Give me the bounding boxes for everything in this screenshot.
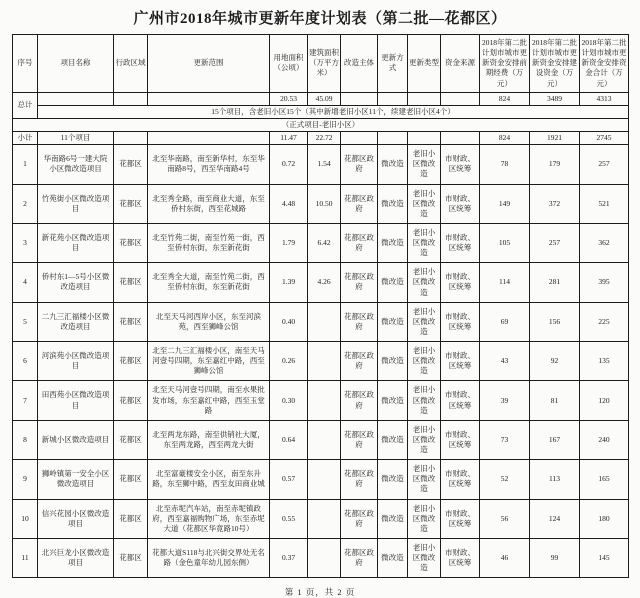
total-note-row	[13, 105, 629, 118]
cell-district: 花都区	[114, 538, 148, 577]
cell-total-fund: 240	[580, 420, 629, 459]
cell-scope: 北至秀全大道，南至竹苑二街，西至侨村东街，东至新花街	[148, 263, 270, 302]
subtotal-row	[13, 132, 629, 145]
cell-land-area: 0.72	[270, 145, 308, 184]
cell-total-fund: 225	[580, 302, 629, 341]
total-row	[13, 92, 629, 105]
cell-no: 2	[13, 184, 38, 223]
cell-build-fund: 124	[530, 499, 580, 538]
total-empty-method	[378, 92, 408, 105]
cell-scope: 北至富豪楼安全小区，南至东升路，东至狮中路，西至友田商业城	[148, 460, 270, 499]
total-empty-subject	[341, 92, 378, 105]
cell-method: 微改造	[378, 460, 408, 499]
subtotal-floor-area: 22.72	[308, 132, 341, 145]
cell-project-name: 竹苑街小区微改造项目	[38, 184, 114, 223]
cell-land-area: 0.26	[270, 342, 308, 381]
cell-scope: 北至秀全路，南至商业大道，东至侨村东街，西至花城路	[148, 184, 270, 223]
table-row	[13, 499, 629, 538]
cell-subject: 花都区政府	[341, 420, 378, 459]
cell-district: 花都区	[114, 420, 148, 459]
subtotal-pre-fee: 824	[480, 132, 530, 145]
cell-funding: 市财政、区统筹	[441, 342, 480, 381]
cell-funding: 市财政、区统筹	[441, 499, 480, 538]
cell-funding: 市财政、区统筹	[441, 263, 480, 302]
cell-pre-fee: 78	[480, 145, 530, 184]
cell-funding: 市财政、区统筹	[441, 420, 480, 459]
cell-build-fund: 92	[530, 342, 580, 381]
cell-subject: 花都区政府	[341, 302, 378, 341]
cell-scope: 花都大道S118与北兴街交界处无名路（金色童年幼儿园东侧）	[148, 538, 270, 577]
cell-total-fund: 257	[580, 145, 629, 184]
cell-land-area: 0.40	[270, 302, 308, 341]
cell-type: 老旧小区微改造	[408, 184, 441, 223]
cell-no: 8	[13, 420, 38, 459]
cell-method: 微改造	[378, 499, 408, 538]
cell-no: 3	[13, 223, 38, 262]
cell-method: 微改造	[378, 223, 408, 262]
cell-subject: 花都区政府	[341, 460, 378, 499]
cell-type: 老旧小区微改造	[408, 499, 441, 538]
header-row	[13, 35, 629, 93]
cell-method: 微改造	[378, 145, 408, 184]
cell-method: 微改造	[378, 342, 408, 381]
total-note: 15个项目，含老旧小区15个（其中新增老旧小区11个，续建老旧小区4个）	[38, 105, 629, 118]
cell-scope: 北至二九三汇福楼小区，南至天马河壹号四期，东至嘉红中路，西至狮峰公馆	[148, 342, 270, 381]
cell-funding: 市财政、区统筹	[441, 460, 480, 499]
cell-total-fund: 362	[580, 223, 629, 262]
cell-floor-area	[308, 302, 341, 341]
cell-pre-fee: 149	[480, 184, 530, 223]
cell-type: 老旧小区微改造	[408, 223, 441, 262]
col-header-district: 行政区域	[114, 35, 148, 93]
table-row	[13, 420, 629, 459]
cell-scope: 北至天马河壹号四期，南至水果批发市场，东至嘉红中路，西至玉堂路	[148, 381, 270, 420]
total-label: 总计	[13, 92, 38, 118]
cell-floor-area	[308, 420, 341, 459]
cell-scope: 北至竹苑二街，南至竹苑一街，西至侨村东街，东至新花街	[148, 223, 270, 262]
cell-subject: 花都区政府	[341, 538, 378, 577]
total-empty-scope	[148, 92, 270, 105]
cell-build-fund: 81	[530, 381, 580, 420]
cell-project-name: 田西苑小区微改造项目	[38, 381, 114, 420]
cell-pre-fee: 39	[480, 381, 530, 420]
cell-build-fund: 113	[530, 460, 580, 499]
cell-land-area: 0.55	[270, 499, 308, 538]
table-row	[13, 381, 629, 420]
total-empty-name	[38, 92, 114, 105]
cell-district: 花都区	[114, 223, 148, 262]
cell-type: 老旧小区微改造	[408, 460, 441, 499]
subtotal-build-fund: 1921	[530, 132, 580, 145]
cell-district: 花都区	[114, 302, 148, 341]
col-header-no: 序号	[13, 35, 38, 93]
cell-method: 微改造	[378, 420, 408, 459]
cell-land-area: 0.37	[270, 538, 308, 577]
cell-funding: 市财政、区统筹	[441, 223, 480, 262]
section-row	[13, 118, 629, 131]
subtotal-empty-district	[114, 132, 148, 145]
cell-build-fund: 167	[530, 420, 580, 459]
cell-type: 老旧小区微改造	[408, 145, 441, 184]
cell-funding: 市财政、区统筹	[441, 538, 480, 577]
cell-funding: 市财政、区统筹	[441, 302, 480, 341]
col-header-funding: 资金来源	[441, 35, 480, 93]
cell-type: 老旧小区微改造	[408, 420, 441, 459]
cell-district: 花都区	[114, 145, 148, 184]
cell-district: 花都区	[114, 381, 148, 420]
cell-subject: 花都区政府	[341, 223, 378, 262]
col-header-project-name: 项目名称	[38, 35, 114, 93]
cell-no: 7	[13, 381, 38, 420]
cell-land-area: 0.57	[270, 460, 308, 499]
table-row	[13, 145, 629, 184]
cell-method: 微改造	[378, 538, 408, 577]
cell-funding: 市财政、区统筹	[441, 381, 480, 420]
cell-pre-fee: 52	[480, 460, 530, 499]
cell-no: 10	[13, 499, 38, 538]
cell-pre-fee: 46	[480, 538, 530, 577]
cell-scope: 北至两龙东路，南至供销社大厦，东至两龙路，西至两龙大街	[148, 420, 270, 459]
cell-land-area: 4.48	[270, 184, 308, 223]
cell-build-fund: 179	[530, 145, 580, 184]
cell-scope: 北至赤坭汽车站，南至赤坭镇政府，西至嘉福购物广场，东至赤坭大道（花都区华竟路10号）	[148, 499, 270, 538]
col-header-method: 更新方式	[378, 35, 408, 93]
cell-no: 1	[13, 145, 38, 184]
col-header-subject: 改造主体	[341, 35, 378, 93]
cell-floor-area: 10.50	[308, 184, 341, 223]
cell-pre-fee: 114	[480, 263, 530, 302]
cell-pre-fee: 73	[480, 420, 530, 459]
cell-floor-area	[308, 499, 341, 538]
subtotal-total-fund: 2745	[580, 132, 629, 145]
cell-funding: 市财政、区统筹	[441, 184, 480, 223]
cell-total-fund: 165	[580, 460, 629, 499]
cell-subject: 花都区政府	[341, 381, 378, 420]
subtotal-land-area: 11.47	[270, 132, 308, 145]
col-header-pre-fee: 2018年第二批计划市城市更新资金安排前期经费（万元）	[480, 35, 530, 93]
col-header-type: 更新类型	[408, 35, 441, 93]
cell-land-area: 0.64	[270, 420, 308, 459]
cell-method: 微改造	[378, 381, 408, 420]
subtotal-project-count: 11个项目	[38, 132, 114, 145]
cell-floor-area	[308, 538, 341, 577]
total-empty-type	[408, 92, 441, 105]
cell-subject: 花都区政府	[341, 499, 378, 538]
table-row	[13, 538, 629, 577]
col-header-floor-area: 建筑面积（万平方米）	[308, 35, 341, 93]
col-header-land-area: 用地面积（公顷）	[270, 35, 308, 93]
total-floor-area: 45.09	[308, 92, 341, 105]
cell-method: 微改造	[378, 263, 408, 302]
cell-pre-fee: 56	[480, 499, 530, 538]
cell-method: 微改造	[378, 184, 408, 223]
cell-district: 花都区	[114, 342, 148, 381]
cell-pre-fee: 69	[480, 302, 530, 341]
subtotal-empty-scope	[148, 132, 270, 145]
cell-total-fund: 180	[580, 499, 629, 538]
table-row	[13, 342, 629, 381]
cell-subject: 花都区政府	[341, 145, 378, 184]
project-rows	[13, 145, 629, 578]
cell-floor-area: 4.26	[308, 263, 341, 302]
cell-type: 老旧小区微改造	[408, 381, 441, 420]
cell-floor-area: 1.54	[308, 145, 341, 184]
cell-method: 微改造	[378, 302, 408, 341]
cell-type: 老旧小区微改造	[408, 538, 441, 577]
cell-total-fund: 395	[580, 263, 629, 302]
table-row	[13, 302, 629, 341]
subtotal-empty-funding	[441, 132, 480, 145]
page-title: 广州市2018年城市更新年度计划表（第二批—花都区）	[133, 11, 507, 27]
cell-project-name: 华南路6号一建大院小区微改造项目	[38, 145, 114, 184]
subtotal-empty-subject	[341, 132, 378, 145]
cell-floor-area: 6.42	[308, 223, 341, 262]
cell-project-name: 新花苑小区微改造项目	[38, 223, 114, 262]
table-row	[13, 223, 629, 262]
cell-project-name: 侨村东1—5号小区微改造项目	[38, 263, 114, 302]
cell-project-name: 狮岭镇第一安全小区微改造项目	[38, 460, 114, 499]
table-row	[13, 263, 629, 302]
cell-district: 花都区	[114, 499, 148, 538]
cell-land-area: 0.30	[270, 381, 308, 420]
cell-floor-area	[308, 342, 341, 381]
cell-total-fund: 120	[580, 381, 629, 420]
cell-build-fund: 372	[530, 184, 580, 223]
cell-total-fund: 135	[580, 342, 629, 381]
cell-land-area: 1.79	[270, 223, 308, 262]
cell-scope: 北至天马河西岸小区，东至河滨苑，西至狮峰公馆	[148, 302, 270, 341]
cell-funding: 市财政、区统筹	[441, 145, 480, 184]
cell-land-area: 1.39	[270, 263, 308, 302]
cell-project-name: 信兴花园小区微改造项目	[38, 499, 114, 538]
cell-build-fund: 281	[530, 263, 580, 302]
subtotal-label: 小计	[13, 132, 38, 145]
subtotal-empty-type	[408, 132, 441, 145]
cell-project-name: 北兴巨龙小区微改造项目	[38, 538, 114, 577]
col-header-scope: 更新范围	[148, 35, 270, 93]
cell-scope: 北至华南路，南至新华村，东至华南路8号，西至华南路4号	[148, 145, 270, 184]
cell-project-name: 新城小区微改造项目	[38, 420, 114, 459]
cell-no: 5	[13, 302, 38, 341]
cell-project-name: 二九三汇福楼小区微改造项目	[38, 302, 114, 341]
cell-type: 老旧小区微改造	[408, 342, 441, 381]
col-header-build-fund: 2018年第二批计划市城市更新资金安排建设资金（万元）	[530, 35, 580, 93]
cell-floor-area	[308, 381, 341, 420]
cell-no: 6	[13, 342, 38, 381]
total-empty-funding	[441, 92, 480, 105]
cell-total-fund: 145	[580, 538, 629, 577]
cell-build-fund: 156	[530, 302, 580, 341]
cell-subject: 花都区政府	[341, 263, 378, 302]
cell-floor-area	[308, 460, 341, 499]
cell-no: 4	[13, 263, 38, 302]
cell-build-fund: 257	[530, 223, 580, 262]
cell-no: 11	[13, 538, 38, 577]
cell-subject: 花都区政府	[341, 342, 378, 381]
subtotal-empty-method	[378, 132, 408, 145]
page-number: 第 1 页，共 2 页	[284, 587, 356, 598]
cell-type: 老旧小区微改造	[408, 302, 441, 341]
table-row	[13, 184, 629, 223]
cell-build-fund: 99	[530, 538, 580, 577]
cell-type: 老旧小区微改造	[408, 263, 441, 302]
total-build-fund: 3489	[530, 92, 580, 105]
cell-no: 9	[13, 460, 38, 499]
total-pre-fee: 824	[480, 92, 530, 105]
plan-table	[12, 34, 629, 578]
cell-district: 花都区	[114, 460, 148, 499]
cell-total-fund: 521	[580, 184, 629, 223]
cell-pre-fee: 43	[480, 342, 530, 381]
cell-district: 花都区	[114, 184, 148, 223]
col-header-total-fund: 2018年第二批计划市城市更新资金安排资金合计（万元）	[580, 35, 629, 93]
cell-district: 花都区	[114, 263, 148, 302]
total-land-area: 20.53	[270, 92, 308, 105]
cell-project-name: 河滨苑小区微改造项目	[38, 342, 114, 381]
cell-subject: 花都区政府	[341, 184, 378, 223]
total-total-fund: 4313	[580, 92, 629, 105]
cell-pre-fee: 105	[480, 223, 530, 262]
table-row	[13, 460, 629, 499]
total-empty-district	[114, 92, 148, 105]
section-label: （正式项目-老旧小区）	[13, 118, 629, 131]
